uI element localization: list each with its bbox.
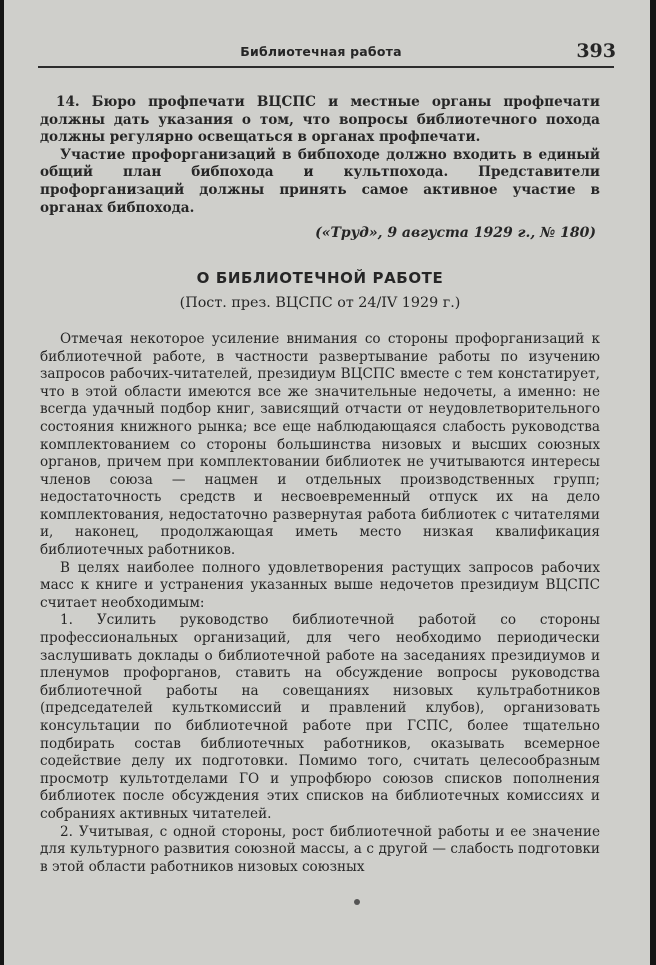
paragraph-point-2: 2. Учитывая, с одной стороны, рост библиотечной работы и ее значение для культурного развития союзной массы, а с другой — слабость подготовки в этой области работников низовых союзных bbox=[40, 823, 600, 875]
page-header bbox=[38, 40, 616, 68]
ink-dot bbox=[354, 899, 360, 905]
paragraph-preamble: Отмечая некоторое усиление внимания со стороны профорганизаций к библиотечной работе, в частности развертывание работы по изучению запросов рабочих-читателей, президиум ВЦСПС вместе с тем констатирует, что в этой области имеются все же значительные недочеты, а именно: не всегда удачный подбор книг, зависящий отчасти от неудовлетворительного состояния книжного рынка; все еще наблюдающаяся слабость руководства комплектованием со стороны большинства низовых и высших союзных органов, причем при комплектовании библиотек не учитываются интересы членов союза — нацмен и отдельных производственных групп; недостаточность средств и несвоевременный отпуск их на дело комплектования, недостаточно развернутая работа библиотек с читателями и, наконец, продолжающая иметь место низкая квалификация библиотечных работников. bbox=[40, 330, 600, 559]
paragraph-purpose: В целях наиболее полного удовлетворения растущих запросов рабочих масс к книге и устранения указанных выше недочетов президиум ВЦСПС считает необходимым: bbox=[40, 559, 600, 611]
running-title: Библиотечная работа bbox=[240, 44, 402, 59]
paragraph-participation: Участие профорганизаций в бибпоходе должно входить в единый общий план бибпохода и культпохода. Представители профорганизаций должны принять самое активное участие в органах бибпохода. bbox=[40, 146, 600, 216]
page-content bbox=[40, 94, 600, 876]
source-citation: («Труд», 9 августа 1929 г., № 180) bbox=[315, 225, 596, 242]
page-number: 393 bbox=[576, 40, 616, 62]
paragraph-point-1: 1. Усилить руководство библиотечной работой со стороны профессиональных организаций, для чего необходимо периодически заслушивать доклады о библиотечной работе на заседаниях президиумов и пленумов профорганов, ставить на обсуждение вопросы руководства библиотечной работы на совещаниях низовых культработников (председателей культкомиссий и правлений клубов), организовать консультации по библиотечной работе при ГСПС, более тщательно подбирать состав библиотечных работников, оказывать всемерное содействие делу их подготовки. Помимо того, считать целесообразным просмотр культотделами ГО и упрофбюро союзов списков пополнения библиотек после обсуждения этих списков на библиотечных комиссиях и собраниях активных читателей. bbox=[40, 612, 600, 822]
header-rule bbox=[38, 66, 614, 68]
resolution-body bbox=[40, 331, 600, 876]
section-subtitle: (Пост. през. ВЦСПС от 24/IV 1929 г.) bbox=[179, 295, 461, 312]
paragraph-item-14: 14. Бюро профпечати ВЦСПС и местные органы профпечати должны дать указания о том, что вопросы библиотечного похода должны регулярно освещаться в органах профпечати. bbox=[40, 94, 600, 146]
book-page bbox=[4, 0, 650, 965]
section-title: О БИБЛИОТЕЧНОЙ РАБОТЕ bbox=[196, 268, 444, 287]
